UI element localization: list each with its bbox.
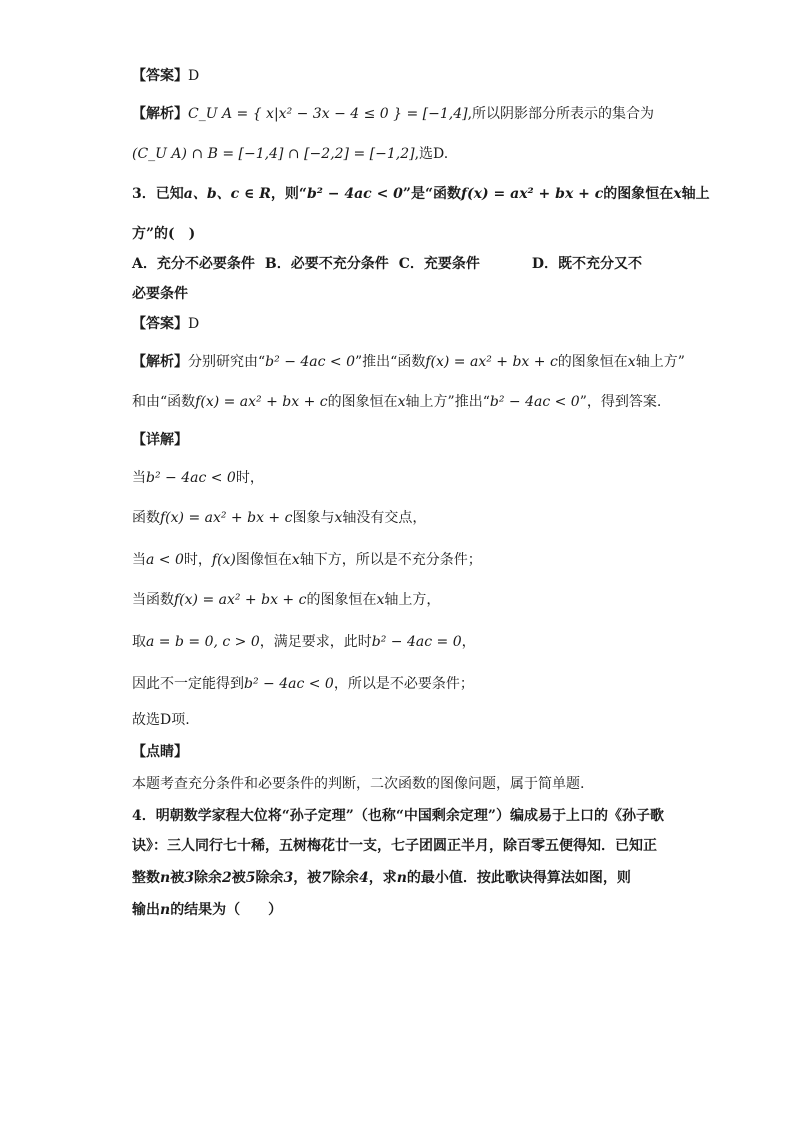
option-d: D．既不充分又不 xyxy=(531,256,643,272)
formula: b² − 4ac < 0 xyxy=(244,676,334,692)
detail-line-6: 因此不一定能得到b² − 4ac < 0，所以是不必要条件； xyxy=(132,676,474,692)
formula: f(x) = ax² + bx + c xyxy=(160,510,293,526)
detail-line-5: 取a = b = 0, c > 0，满足要求，此时b² − 4ac = 0， xyxy=(132,634,476,650)
answer-value: D xyxy=(188,316,200,332)
formula: x xyxy=(291,552,300,568)
formula: a、b、c ∈ R xyxy=(183,186,271,202)
detail-heading: 【详解】 xyxy=(132,432,188,448)
formula: b² − 4ac < 0 xyxy=(489,394,580,410)
explanation-line-q2-1 xyxy=(132,104,654,124)
formula: b² − 4ac < 0 xyxy=(146,470,236,486)
formula: a = b = 0, c > 0 xyxy=(146,634,260,650)
formula: b² − 4ac < 0 xyxy=(306,186,403,202)
answer-tag: 【答案】 xyxy=(132,316,188,332)
comment-line-1: 本题考查充分条件和必要条件的判断，二次函数的图像问题，属于简单题. xyxy=(132,776,585,792)
question-4-line-4: 输出n的结果为（ ） xyxy=(132,902,283,918)
answer-tag: 【答案】 xyxy=(132,68,188,84)
formula: f(x) = ax² + bx + c xyxy=(174,592,307,608)
formula: 3 xyxy=(283,870,294,886)
formula: b² − 4ac < 0 xyxy=(265,354,356,370)
answer-line-q3 xyxy=(132,314,199,334)
formula: n xyxy=(396,870,407,886)
explanation-line-q3-2: 和由“函数f(x) = ax² + bx + c的图象恒在x轴上方”推出“b² − 4ac < 0”，得到答案. xyxy=(132,394,662,410)
formula: 7 xyxy=(321,870,331,886)
explanation-text: ,所以阴影部分所表示的集合为 xyxy=(467,106,655,122)
comment-heading: 【点睛】 xyxy=(132,744,188,760)
formula: 3 xyxy=(184,870,194,886)
formula: x xyxy=(627,354,636,370)
formula: n xyxy=(160,870,171,886)
formula: n xyxy=(160,902,171,918)
detail-line-7: 故选D项. xyxy=(132,712,190,728)
explanation-line-q2-2 xyxy=(132,144,448,164)
formula: f(x) = ax² + bx + c xyxy=(195,394,328,410)
explanation-text: ,选D. xyxy=(414,146,449,162)
answer-line-q2 xyxy=(132,66,199,86)
formula: f(x) = ax² + bx + c xyxy=(461,186,604,202)
detail-line-4: 当函数f(x) = ax² + bx + c的图象恒在x轴上方， xyxy=(132,592,441,608)
explanation-tag: 【解析】 xyxy=(132,354,188,370)
option-a: A．充分不必要条件 xyxy=(132,256,255,272)
intersection-formula: (C_U A) ∩ B = [−1,4] ∩ [−2,2] = [−1,2] xyxy=(132,146,415,162)
formula: x xyxy=(334,510,343,526)
question-3-options xyxy=(132,254,642,274)
formula: b² − 4ac = 0 xyxy=(371,634,462,650)
formula: 2 xyxy=(221,870,232,886)
formula: x xyxy=(376,592,385,608)
explanation-line-q3-1: 【解析】分别研究由“b² − 4ac < 0”推出“函数f(x) = ax² + bx + c的图象恒在x轴上方” xyxy=(132,354,685,370)
detail-line-1: 当b² − 4ac < 0时， xyxy=(132,470,264,486)
question-4-line-3: 整数n被3除余2被5除余3，被7除余4，求n的最小值．按此歌诀得算法如图，则 xyxy=(132,870,631,886)
question-3-line-1: 3．已知a、b、c ∈ R，则“b² − 4ac < 0”是“函数f(x) = ax² + bx + c的图象恒在x轴上 xyxy=(132,186,710,202)
question-4-line-2: 诀》：三人同行七十稀，五树梅花廿一支，七子团圆正半月，除百零五便得知．已知正 xyxy=(132,838,657,854)
formula: f(x) = ax² + bx + c xyxy=(425,354,558,370)
formula: f(x) xyxy=(211,552,236,568)
formula: 4 xyxy=(358,870,369,886)
option-b: B．必要不充分条件 xyxy=(264,256,389,272)
explanation-tag: 【解析】 xyxy=(132,106,188,122)
formula: x xyxy=(397,394,406,410)
detail-line-3: 当a < 0时，f(x)图像恒在x轴下方，所以是不充分条件； xyxy=(132,552,482,568)
complement-set-formula: C_U A = { x|x² − 3x − 4 ≤ 0 } = [−1,4] xyxy=(188,106,468,122)
formula: a < 0 xyxy=(146,552,184,568)
question-3-line-2: 方”的( ) xyxy=(132,226,196,242)
option-c: C．充要条件 xyxy=(398,256,480,272)
detail-line-2: 函数f(x) = ax² + bx + c图象与x轴没有交点， xyxy=(132,510,427,526)
question-4-line-1: 4．明朝数学家程大位将“孙子定理”（也称“中国剩余定理”）编成易于上口的《孙子歌 xyxy=(132,808,664,824)
answer-value: D xyxy=(188,68,200,84)
formula: x xyxy=(673,186,682,202)
question-3-options-cont: 必要条件 xyxy=(132,286,188,302)
formula: 5 xyxy=(245,870,256,886)
